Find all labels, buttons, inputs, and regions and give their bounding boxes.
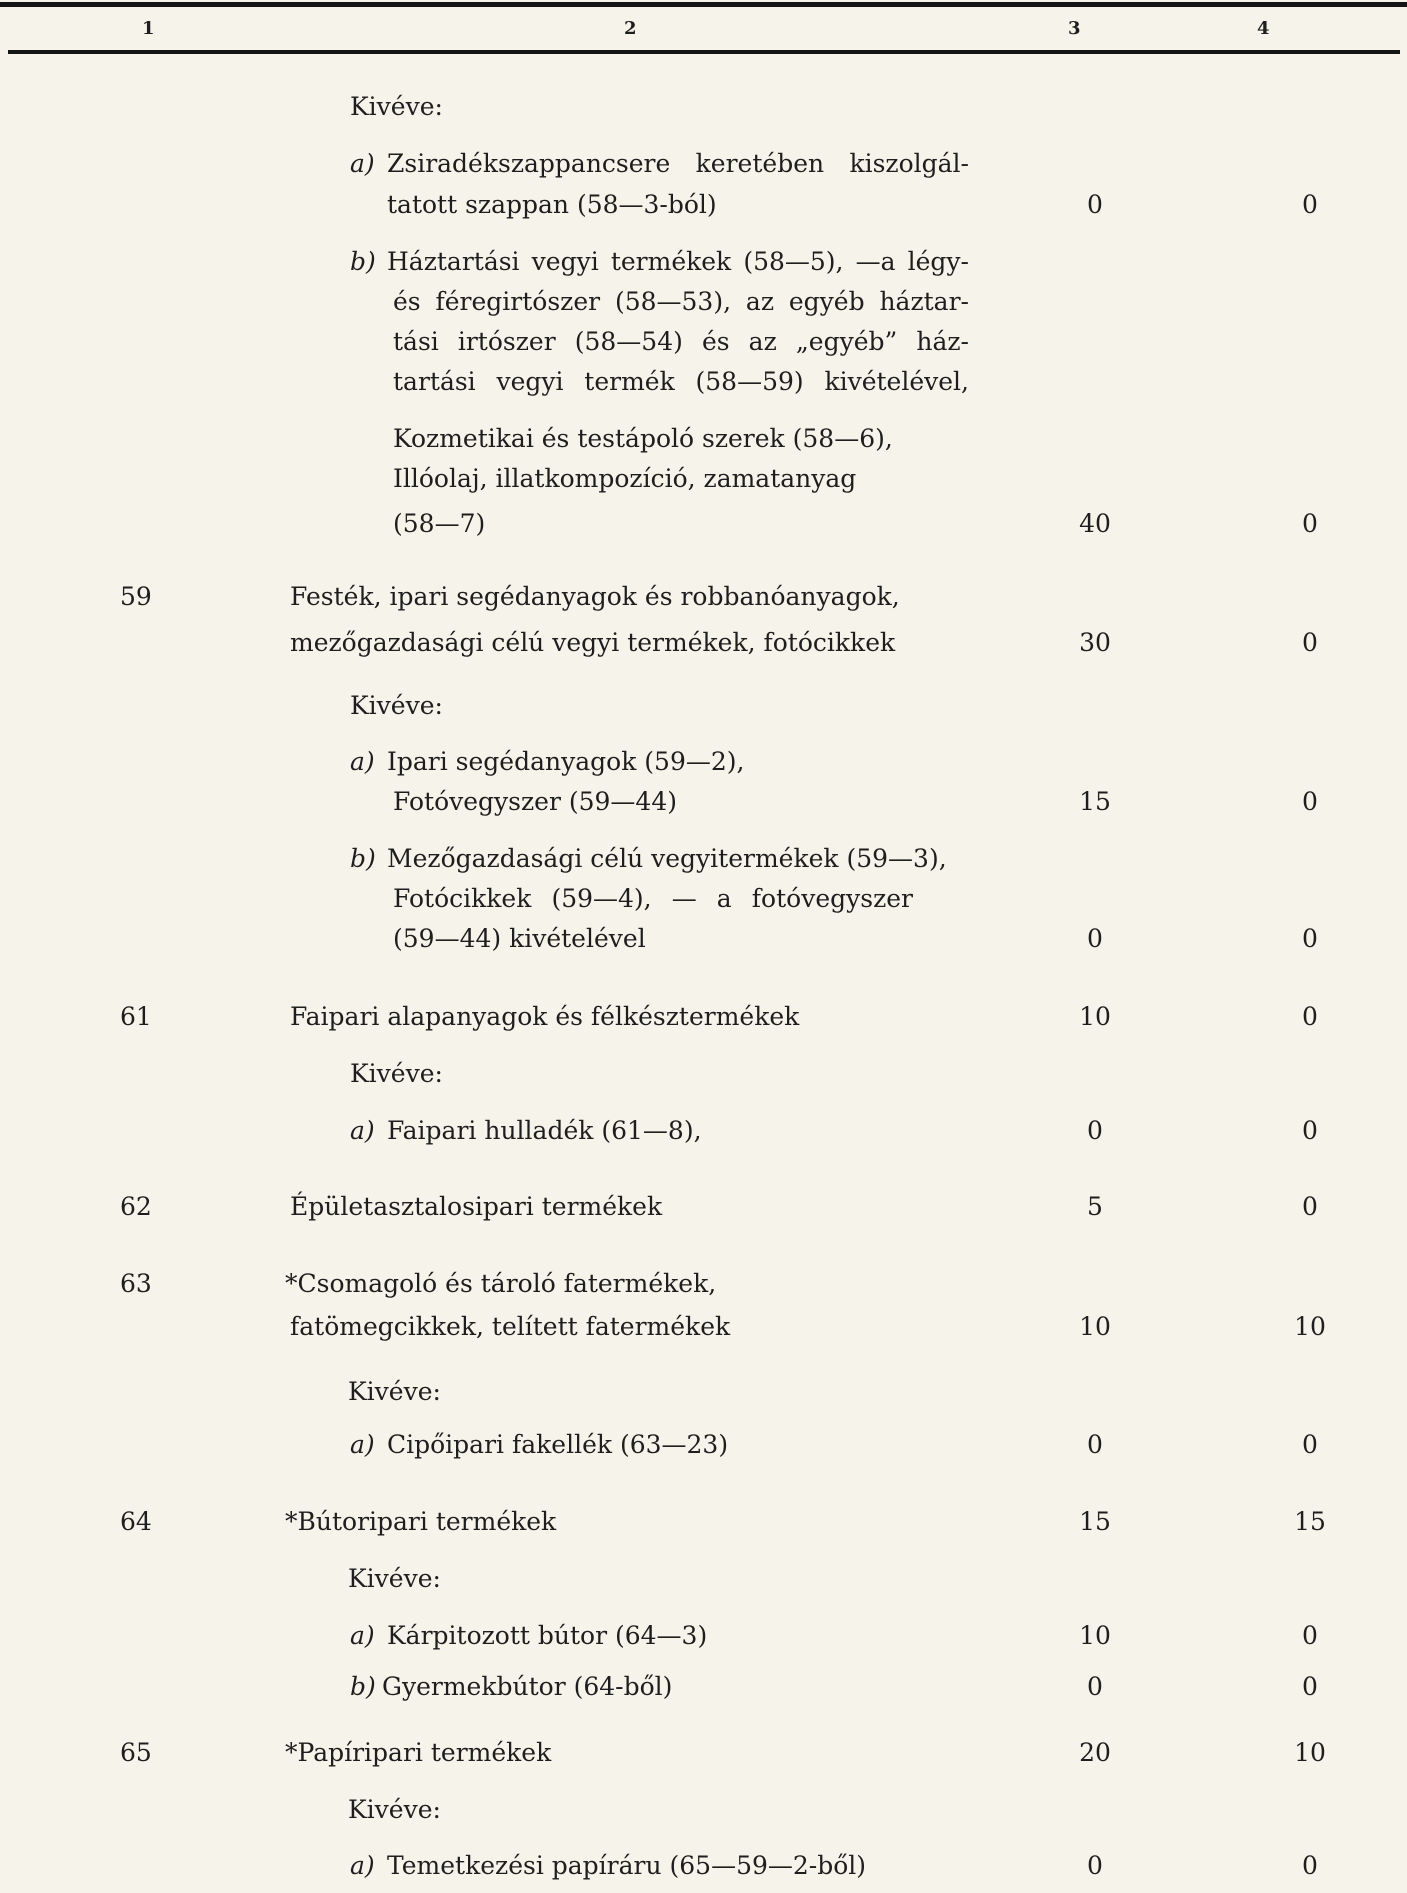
col3-value: 0 (1087, 1851, 1103, 1880)
col4-value: 0 (1302, 628, 1318, 657)
col4-value: 0 (1302, 1672, 1318, 1701)
kiveve-label: Kivéve: (348, 1795, 441, 1824)
item-text: Fotóvegyszer (59—44) (393, 787, 677, 816)
kiveve-label: Kivéve: (348, 1564, 441, 1593)
item-label: a) (350, 1430, 375, 1459)
item-text: Fotócikkek (59—4), — a fotóvegyszer (393, 884, 913, 913)
row-code: 62 (120, 1192, 152, 1221)
row-title: *Papíripari termékek (285, 1738, 552, 1767)
kiveve-label: Kivéve: (350, 691, 443, 720)
item-text: tási irtószer (58—54) és az „egyéb” ház- (393, 327, 969, 356)
col3-value: 30 (1079, 628, 1111, 657)
header-col-3: 3 (1068, 18, 1081, 39)
item-text: Kárpitozott bútor (64—3) (387, 1621, 708, 1650)
col4-value: 10 (1294, 1312, 1326, 1341)
row-code: 64 (120, 1507, 152, 1536)
col3-value: 0 (1087, 1430, 1103, 1459)
header-col-2: 2 (624, 18, 637, 39)
item-label: b) (350, 247, 376, 276)
col4-value: 0 (1302, 190, 1318, 219)
item-text: Cipőipari fakellék (63—23) (387, 1430, 729, 1459)
row-title: *Csomagoló és tároló fatermékek, (285, 1269, 717, 1298)
col3-value: 0 (1087, 1116, 1103, 1145)
col3-value: 20 (1079, 1738, 1111, 1767)
item-text: tartási vegyi termék (58—59) kivételével, (393, 367, 969, 396)
col4-value: 0 (1302, 509, 1318, 538)
col3-value: 15 (1079, 787, 1111, 816)
row-code: 59 (120, 582, 152, 611)
row-title: *Bútoripari termékek (285, 1507, 557, 1536)
row-code: 63 (120, 1269, 152, 1298)
item-label: a) (350, 747, 375, 776)
item-text: tatott szappan (58—3-ból) (387, 190, 717, 219)
row-title: Festék, ipari segédanyagok és robbanóanyagok, (290, 582, 900, 611)
col3-value: 15 (1079, 1507, 1111, 1536)
item-text: Mezőgazdasági célú vegyitermékek (59—3), (387, 844, 947, 873)
col3-value: 10 (1079, 1312, 1111, 1341)
item-text: Illóolaj, illatkompozíció, zamatanyag (393, 464, 857, 493)
item-label: a) (350, 1116, 375, 1145)
top-rule (0, 2, 1407, 7)
item-label: b) (350, 844, 376, 873)
row-code: 65 (120, 1738, 152, 1767)
item-label: a) (350, 1851, 375, 1880)
row-title: Épületasztalosipari termékek (290, 1192, 663, 1221)
col4-value: 0 (1302, 1002, 1318, 1031)
item-text: (59—44) kivételével (393, 924, 646, 953)
header-col-1: 1 (142, 18, 155, 39)
row-title: Faipari alapanyagok és félkésztermékek (290, 1002, 800, 1031)
header-rule (8, 50, 1400, 54)
row-title: mezőgazdasági célú vegyi termékek, fotócikkek (290, 628, 896, 657)
item-label: b) (350, 1672, 376, 1701)
col3-value: 0 (1087, 1672, 1103, 1701)
col4-value: 0 (1302, 1430, 1318, 1459)
item-label: a) (350, 149, 375, 178)
col3-value: 40 (1079, 509, 1111, 538)
col3-value: 10 (1079, 1621, 1111, 1650)
item-text: és féregirtószer (58—53), az egyéb háztar- (393, 287, 969, 316)
col3-value: 0 (1087, 924, 1103, 953)
col4-value: 0 (1302, 1851, 1318, 1880)
item-text: Temetkezési papíráru (65—59—2-ből) (387, 1851, 867, 1880)
col4-value: 0 (1302, 787, 1318, 816)
item-text: Zsiradékszappancsere keretében kiszolgál- (387, 149, 969, 178)
item-text: Kozmetikai és testápoló szerek (58—6), (393, 424, 893, 453)
item-text: Háztartási vegyi termékek (58—5), —a légy- (387, 247, 969, 276)
col4-value: 10 (1294, 1738, 1326, 1767)
row-code: 61 (120, 1002, 152, 1031)
col4-value: 0 (1302, 924, 1318, 953)
col3-value: 5 (1087, 1192, 1103, 1221)
header-col-4: 4 (1257, 18, 1270, 39)
col4-value: 15 (1294, 1507, 1326, 1536)
item-text: Faipari hulladék (61—8), (387, 1116, 702, 1145)
kiveve-label: Kivéve: (350, 92, 443, 121)
col3-value: 10 (1079, 1002, 1111, 1031)
col4-value: 0 (1302, 1621, 1318, 1650)
item-text: Ipari segédanyagok (59—2), (387, 747, 745, 776)
col4-value: 0 (1302, 1192, 1318, 1221)
row-title: fatömegcikkek, telített fatermékek (290, 1312, 731, 1341)
col3-value: 0 (1087, 190, 1103, 219)
item-label: a) (350, 1621, 375, 1650)
kiveve-label: Kivéve: (348, 1377, 441, 1406)
item-text: (58—7) (393, 509, 486, 538)
kiveve-label: Kivéve: (350, 1059, 443, 1088)
col4-value: 0 (1302, 1116, 1318, 1145)
item-text: Gyermekbútor (64-ből) (382, 1672, 673, 1701)
